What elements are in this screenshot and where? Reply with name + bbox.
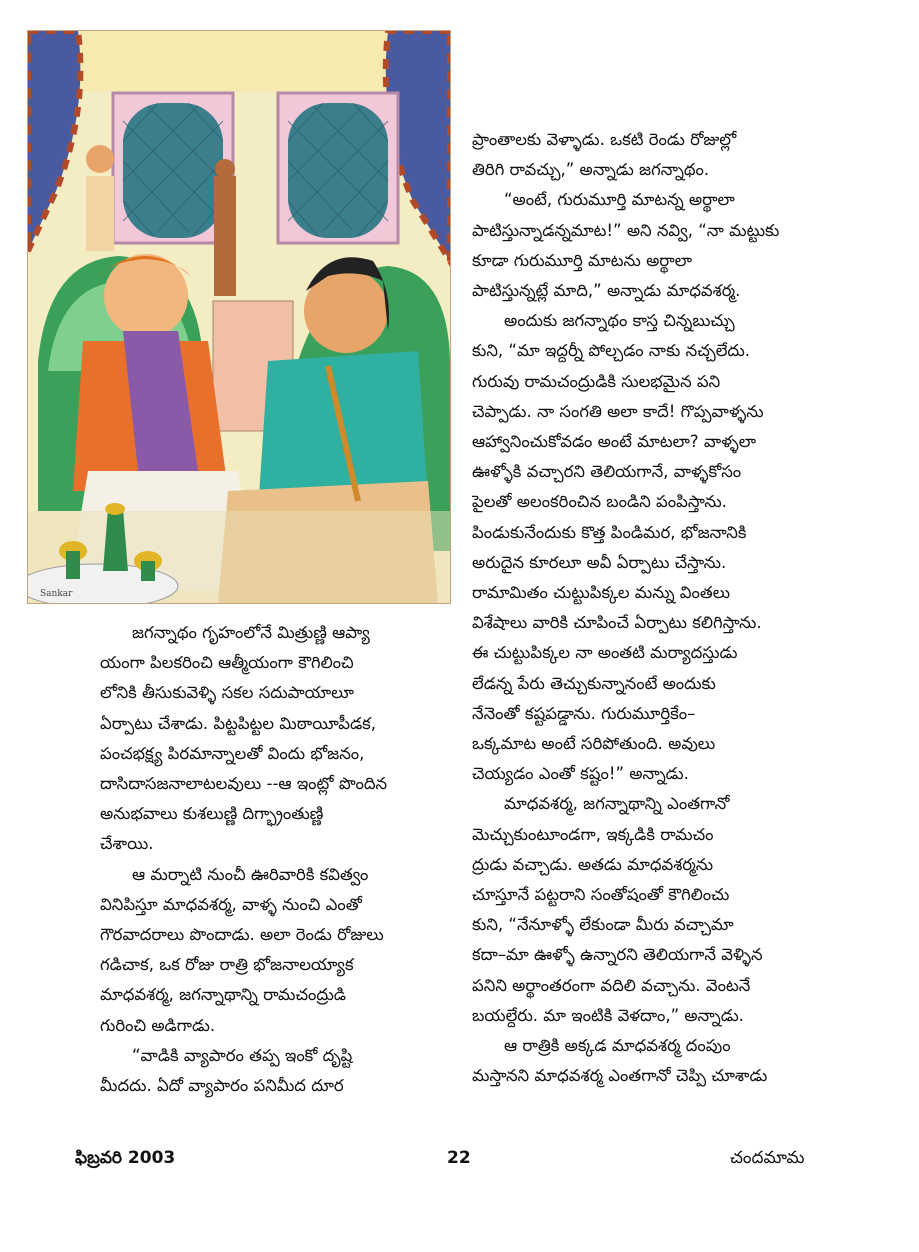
right-text-column: [472, 125, 817, 1092]
text-line: అనుభవాలు కుశలుణ్ణి దిగ్భ్రాంతుణ్ణి: [100, 804, 324, 824]
text-line: జగన్నాథం గృహంలోనే మిత్రుణ్ణి ఆప్యా: [132, 623, 370, 642]
text-line: ఊళ్ళోకి వచ్చారని తెలియగానే, వాళ్ళకోసం: [472, 462, 742, 482]
text-line: పనిని అర్థాంతరంగా వదిలి వచ్చాను. వెంటనే: [472, 975, 751, 995]
text-line: పైలతో అలంకరించిన బండిని పంపిస్తాను.: [472, 492, 727, 512]
text-line: కుని, “మా ఇద్దర్నీ పోల్చడం నాకు నచ్చలేదు.: [472, 341, 751, 361]
text-line: చెయ్యడం ఎంతో కష్టం!” అన్నాడు.: [472, 764, 689, 784]
text-line: గురువు రామచంద్రుడికి సులభమైన పని: [472, 371, 721, 391]
magazine-name: చందమామ: [730, 1148, 805, 1168]
text-line: అరుదైన కూరలూ అవీ ఏర్పాటు చేస్తాను.: [472, 552, 727, 572]
text-line: మాధవశర్మ, జగన్నాథాన్ని ఎంతగానో: [504, 794, 730, 814]
text-line: గడిచాక, ఒక రోజు రాత్రి భోజనాలయ్యాక: [100, 955, 354, 975]
text-line: తిరిగి రావచ్చు,” అన్నాడు జగన్నాథం.: [472, 160, 710, 180]
text-line: ఒక్కమాట అంటే సరిపోతుంది. అవులు: [472, 734, 716, 754]
text-line: మెచ్చుకుంటూండగా, ఇక్కడికి రామచం: [472, 824, 714, 844]
text-line: లోనికి తీసుకువెళ్ళి సకల సదుపాయాలూ: [100, 683, 354, 703]
text-line: కూడా గురుమూర్తి మాటను అర్థాలా: [472, 250, 693, 270]
illustration-art: [28, 31, 450, 603]
text-line: ఆహ్వానించుకోవడం అంటే మాటలా? వాళ్ళలా: [472, 432, 756, 452]
text-line: లేడన్న పేరు తెచ్చుకున్నానంటే అందుకు: [472, 673, 716, 693]
text-line: గురించి అడిగాడు.: [100, 1015, 216, 1035]
text-line: ప్రాంతాలకు వెళ్ళాడు. ఒకటి రెండు రోజుల్లో: [472, 130, 737, 149]
text-line: పంచభక్ష్య పిరమాన్నాలతో విందు భోజనం,: [100, 743, 365, 763]
text-line: “అంటే, గురుమూర్తి మాటన్న అర్థాలా: [504, 190, 735, 210]
text-line: చేశాయి.: [100, 834, 154, 854]
left-text-column: [100, 618, 458, 1101]
text-line: అందుకు జగన్నాథం కాస్త చిన్నబుచ్చు: [504, 311, 735, 331]
text-line: గౌరవాదరాలు పొందాడు. అలా రెండు రోజులు: [100, 925, 384, 945]
text-line: యంగా పిలకరించి ఆత్మీయంగా కౌగిలించి: [100, 653, 354, 673]
text-line: దాసిదాసజనాలాటలవులు --ఆ ఇంట్లో పొందిన: [100, 774, 388, 794]
artist-signature: Sankar: [40, 589, 73, 599]
text-line: బయల్దేరు. మా ఇంటికి వెళదాం,” అన్నాడు.: [472, 1005, 744, 1025]
text-line: పిండుకునేందుకు కొత్త పిండిమర, భోజనానికి: [472, 522, 747, 542]
text-line: మీదదు. ఏదో వ్యాపారం పనిమీద దూర: [100, 1076, 344, 1096]
text-line: “వాడికి వ్యాపారం తప్ప ఇంకో దృష్టి: [132, 1045, 353, 1065]
text-line: ద్రుడు వచ్చాడు. అతడు మాధవశర్మను: [472, 854, 714, 874]
text-line: ఆ మర్నాటి నుంచీ ఊరివారికి కవిత్వం: [132, 864, 369, 884]
text-line: మాధవశర్మ, జగన్నాథాన్ని రామచంద్రుడి: [100, 985, 346, 1005]
footer-date: ఫిబ్రవరి 2003: [75, 1148, 176, 1168]
text-line: మస్తానని మాధవశర్మ ఎంతగానో చెప్పి చూశాడు: [472, 1066, 768, 1086]
text-line: చూస్తూనే పట్టరాని సంతోషంతో కౌగిలించు: [472, 885, 730, 905]
text-line: నేనెంతో కష్టపడ్డాను. గురుమూర్తికేం–: [472, 703, 696, 723]
text-line: ఈ చుట్టుపిక్కల నా అంతటి మర్యాదస్తుడు: [472, 643, 738, 663]
text-line: కదా–మా ఊళ్ళో ఉన్నారని తెలియగానే వెళ్ళిన: [472, 945, 763, 965]
text-line: పాటిస్తున్నట్లే మాది,” అన్నాడు మాధవశర్మ.: [472, 281, 741, 301]
text-line: కుని, “నేనూళ్ళో లేకుండా మీరు వచ్చామా: [472, 915, 734, 935]
text-line: విశేషాలు వారికి చూపించే ఏర్పాటు కలిగిస్తాను.: [472, 613, 762, 633]
text-line: రామామితం చుట్టుపిక్కల మన్ను వింతలు: [472, 583, 731, 603]
text-line: చెప్పాడు. నా సంగతి అలా కాదే! గొప్పవాళ్ళను: [472, 401, 764, 421]
page-number: 22: [447, 1148, 471, 1168]
text-line: వినిపిస్తూ మాధవశర్మ, వాళ్ళ నుంచి ఎంతో: [100, 894, 362, 914]
text-line: పాటిస్తున్నాడన్నమాట!” అని నవ్వి, “నా మట్టుకు: [472, 220, 780, 240]
text-line: ఆ రాత్రికి అక్కడ మాధవశర్మ దంపుం: [504, 1036, 731, 1056]
story-illustration: [27, 30, 451, 604]
text-line: ఏర్పాటు చేశాడు. పిట్టపిట్టల మిఠాయీపీడక,: [100, 713, 377, 733]
